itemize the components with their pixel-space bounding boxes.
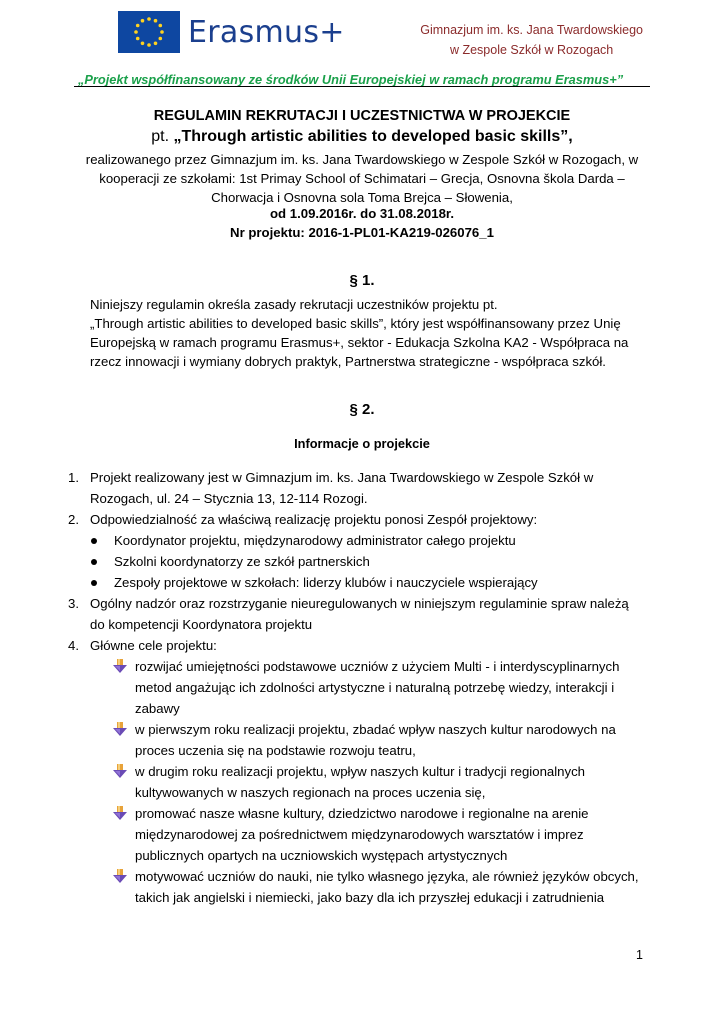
project-name: „Through artistic abilities to developed basic skills”,: [173, 128, 573, 145]
list-item-text: Ogólny nadzór oraz rozstrzyganie nieuregulowanych w niniejszym regulaminie spraw należą: [90, 596, 629, 611]
goal-text: promować nasze własne kultury, dziedzictwo narodowe i regionalne na arenie: [135, 806, 589, 821]
goal-text: w pierwszym roku realizacji projektu, zbadać wpływ naszych kultur narodowych na: [135, 722, 616, 737]
list-number: 4.: [68, 638, 79, 653]
project-description: realizowanego przez Gimnazjum im. ks. Jana Twardowskiego w Zespole Szkół w Rozogach, w kooperacji ze szkołami: 1st Primay School of Schimatari – Grecja, Osnovna škola Darda – Chorwacja i Osnovna sola Toma Brejca – Słowenia,: [85, 152, 639, 205]
goal-text: rozwijać umiejętności podstawowe uczniów z użyciem Multi - i interdyscyplinarnych: [135, 659, 620, 674]
section-2-subheading: Informacje o projekcie: [294, 436, 430, 451]
down-arrow-icon: [113, 764, 127, 778]
list-item-text: do kompetencji Koordynatora projektu: [90, 617, 313, 632]
page-number: 1: [636, 948, 643, 962]
goal-text: metod angażując ich zdolności artystyczne i naturalną potrzebę wiedzy, interakcji i: [135, 680, 615, 695]
down-arrow-icon: [113, 659, 127, 673]
goal-text: motywować uczniów do nauki, nie tylko własnego języka, ale również języków obcych,: [135, 869, 639, 884]
list-number: 3.: [68, 596, 79, 611]
project-name-prefix: pt.: [151, 128, 174, 145]
bullet-text: Koordynator projektu, międzynarodowy administrator całego projektu: [114, 533, 516, 548]
list-item-text: Odpowiedzialność za właściwą realizację projektu ponosi Zespół projektowy:: [90, 512, 538, 527]
down-arrow-icon: [113, 722, 127, 736]
cofunding-note: „Projekt współfinansowany ze środków Unii Europejskiej w ramach programu Erasmus+”: [78, 72, 624, 87]
brand-name: Erasmus+: [188, 14, 345, 50]
bullet-icon: [91, 538, 97, 544]
list-number: 1.: [68, 470, 79, 485]
goal-text: kultywowanych w naszych regionach na proces uczenia się,: [135, 785, 486, 800]
down-arrow-icon: [113, 869, 127, 883]
project-dates: od 1.09.2016r. do 31.08.2018r.: [269, 206, 455, 221]
erasmus-logo: [118, 11, 345, 53]
bullet-text: Zespoły projektowe w szkołach: liderzy klubów i nauczyciele wspierający: [114, 575, 538, 590]
list-item-text: Rozogach, ul. 24 – Stycznia 13, 12-114 Rozogi.: [90, 491, 368, 506]
school-line-2: w Zespole Szkół w Rozogach: [449, 43, 614, 57]
eu-flag-icon: [118, 11, 180, 53]
section-1-heading: § 1.: [349, 272, 375, 289]
paragraph-line: rzecz innowacji i wymiany dobrych praktyk, Partnerstwa strategiczne - współpraca szkół.: [90, 354, 606, 369]
goal-text: międzynarodowej za pośrednictwem międzynarodowych warsztatów i imprez: [135, 827, 584, 842]
section-2-heading: § 2.: [349, 401, 375, 418]
goal-text: publicznych opartych na uczniowskich występach artystycznych: [135, 848, 508, 863]
list-number: 2.: [68, 512, 79, 527]
paragraph-line: Europejską w ramach programu Erasmus+, sektor - Edukacja Szkolna KA2 - Współpraca na: [90, 335, 629, 350]
goal-text: w drugim roku realizacji projektu, wpływ naszych kultur i tradycji regionalnych: [135, 764, 586, 779]
goal-text: takich jak angielski i niemiecki, jako bazy dla ich przyszłej edukacji i zatrudnienia: [135, 890, 605, 905]
list-item-text: Główne cele projektu:: [90, 638, 217, 653]
school-name: [420, 20, 643, 60]
header-divider: [74, 86, 650, 87]
goal-text: zabawy: [135, 701, 180, 716]
goal-text: proces uczenia się na podstawie rozwoju teatru,: [135, 743, 416, 758]
paragraph-line: „Through artistic abilities to developed basic skills”, który jest współfinansowany przez Unię: [90, 316, 621, 331]
bullet-text: Szkolni koordynatorzy ze szkół partnerskich: [114, 554, 370, 569]
school-line-1: Gimnazjum im. ks. Jana Twardowskiego: [420, 23, 643, 37]
project-number: Nr projektu: 2016-1-PL01-KA219-026076_1: [230, 225, 494, 240]
section-1-paragraph: [90, 295, 650, 371]
bullet-icon: [91, 580, 97, 586]
down-arrow-icon: [113, 806, 127, 820]
paragraph-line: Niniejszy regulamin określa zasady rekrutacji uczestników projektu pt.: [90, 297, 498, 312]
project-name-line: [74, 128, 650, 146]
list-item-text: Projekt realizowany jest w Gimnazjum im. ks. Jana Twardowskiego w Zespole Szkół w: [90, 470, 594, 485]
bullet-icon: [91, 559, 97, 565]
document-title: REGULAMIN REKRUTACJI I UCZESTNICTWA W PROJEKCIE: [153, 108, 571, 124]
